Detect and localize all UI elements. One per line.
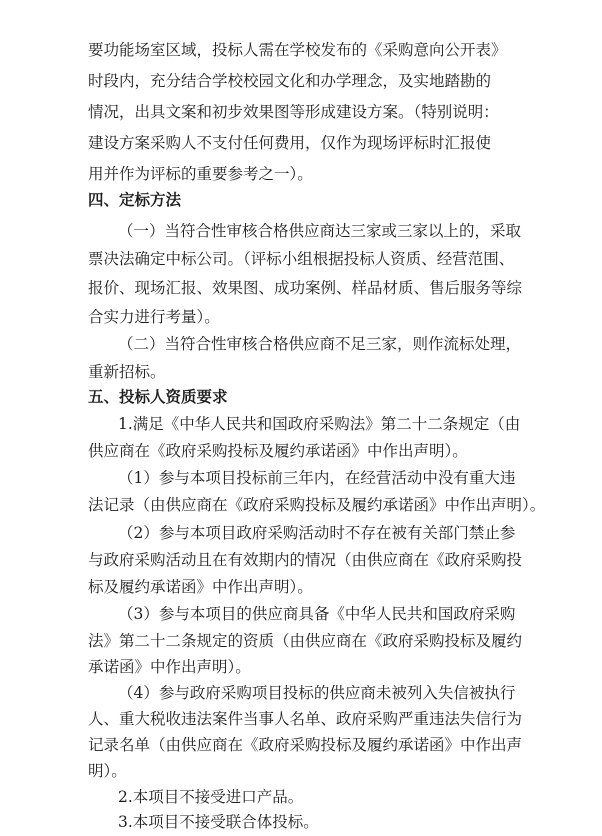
text-line: （4）参与政府采购项目投标的供应商未被列入失信被执行	[118, 684, 516, 702]
text-line: 明）。	[88, 762, 127, 780]
text-line: 与政府采购活动且在有效期内的情况（由供应商在《政府采购投	[88, 551, 523, 569]
text-line: 报价、现场汇报、效果图、成功案例、样品材质、售后服务等综	[88, 279, 523, 297]
text-line: （1）参与本项目投标前三年内，在经营活动中没有重大违	[118, 469, 516, 487]
text-line: 标及履约承诺函》中作出声明）。	[88, 578, 313, 596]
text-line: 情况，出具文案和初步效果图等形成建设方案。（特别说明：	[88, 103, 499, 121]
list-item-text: 3.本项目不接受联合体投标。	[118, 813, 319, 831]
text-line: （一）当符合性审核合格供应商达三家或三家以上的，采取	[118, 222, 522, 240]
text-line: 用并作为评标的重要参考之一）。	[88, 165, 313, 183]
text-line: 记录名单（由供应商在《政府采购投标及履约承诺函》中作出声	[88, 736, 523, 754]
list-item-text: 2.本项目不接受进口产品。	[118, 788, 304, 806]
text-line: 重新招标。	[88, 363, 166, 381]
text-line: 票决法确定中标公司。（评标小组根据投标人资质、经营范围、	[88, 250, 515, 268]
text-line: 承诺函》中作出声明）。	[88, 658, 251, 676]
text-line: 供应商在《政府采购投标及履约承诺函》中作出声明）。	[88, 442, 468, 460]
text-line: （2）参与本项目政府采购活动时不存在被有关部门禁止参	[118, 524, 516, 542]
text-line: 人、重大税收违法案件当事人名单、政府采购严重违法失信行为	[88, 710, 523, 728]
text-line: （3）参与本项目的供应商具备《中华人民共和国政府采购	[118, 605, 516, 623]
text-line: 法记录（由供应商在《政府采购投标及履约承诺函》中作出声明）。	[88, 496, 546, 514]
text-line: 要功能场室区域，投标人需在学校发布的《采购意向公开表》	[88, 41, 507, 59]
section-heading: 五、投标人资质要求	[88, 388, 228, 406]
text-line: 时段内，充分结合学校校园文化和办学理念，及实地踏勘的	[88, 72, 492, 90]
text-line: 合实力进行考量）。	[88, 308, 220, 326]
text-line: 法》第二十二条规定的资质（由供应商在《政府采购投标及履约	[88, 632, 523, 650]
section-heading: 四、定标方法	[88, 191, 182, 209]
text-line: 建设方案采购人不支付任何费用，仅作为现场评标时汇报使	[88, 134, 492, 152]
text-line: （二）当符合性审核合格供应商不足三家，则作流标处理，	[118, 335, 522, 353]
text-line: 1.满足《中华人民共和国政府采购法》第二十二条规定（由	[118, 415, 521, 433]
